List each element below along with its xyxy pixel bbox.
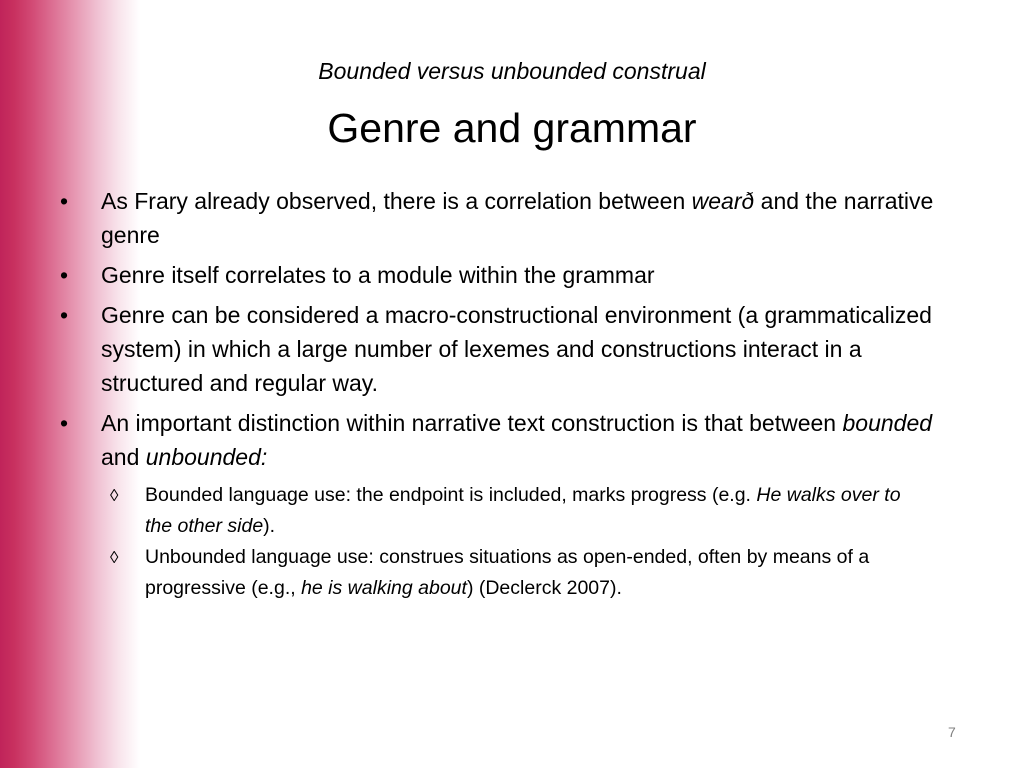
bullet-marker: • (60, 188, 69, 214)
sub-bullet-text: ). (263, 515, 276, 537)
bullet-item (60, 298, 970, 400)
bullet-emphasis: unbounded: (145, 444, 268, 470)
sub-bullet-text: ) (Declerck 2007). (466, 577, 622, 599)
sub-bullet-text: Bounded language use: the endpoint is included, marks progress (e.g. (145, 484, 757, 506)
bullet-text: As Frary already observed, there is a correlation between (101, 188, 692, 214)
sub-bullet-text: Unbounded language use: construes situations as open-ended, often by means of a progressive (e.g., (145, 546, 870, 599)
slide-subtitle: Bounded versus unbounded construal (318, 58, 706, 84)
diamond-bullet-icon: ◊ (110, 548, 119, 567)
bullet-emphasis: wearð (691, 188, 755, 214)
slide-title: Genre and grammar (327, 105, 697, 151)
bullet-marker: • (60, 410, 69, 436)
bullet-item (60, 406, 970, 474)
diamond-bullet-icon: ◊ (110, 486, 119, 505)
sub-bullet-emphasis: he is walking about (301, 577, 467, 599)
slide-body (60, 184, 970, 604)
sub-bullet-item (60, 542, 905, 604)
bullet-marker: • (60, 302, 69, 328)
bullet-text: Genre can be considered a macro-constructional environment (a grammaticalized system) in which a large number of lexemes and constructions interact in a structured and regular way. (101, 302, 932, 396)
bullet-text: An important distinction within narrative text construction is that between (101, 410, 843, 436)
bullet-marker: • (60, 262, 69, 288)
sub-bullet-emphasis: He walks over to the other side (145, 484, 901, 537)
bullet-text: and the narrative genre (101, 188, 934, 248)
page-number: 7 (948, 724, 956, 740)
sub-bullet-list (60, 480, 970, 604)
sub-bullet-item (60, 480, 905, 542)
bullet-text: Genre itself correlates to a module within the grammar (101, 262, 655, 288)
bullet-text: and (101, 444, 146, 470)
bullet-item (60, 184, 970, 252)
bullet-item (60, 258, 970, 292)
bullet-emphasis: bounded (842, 410, 933, 436)
